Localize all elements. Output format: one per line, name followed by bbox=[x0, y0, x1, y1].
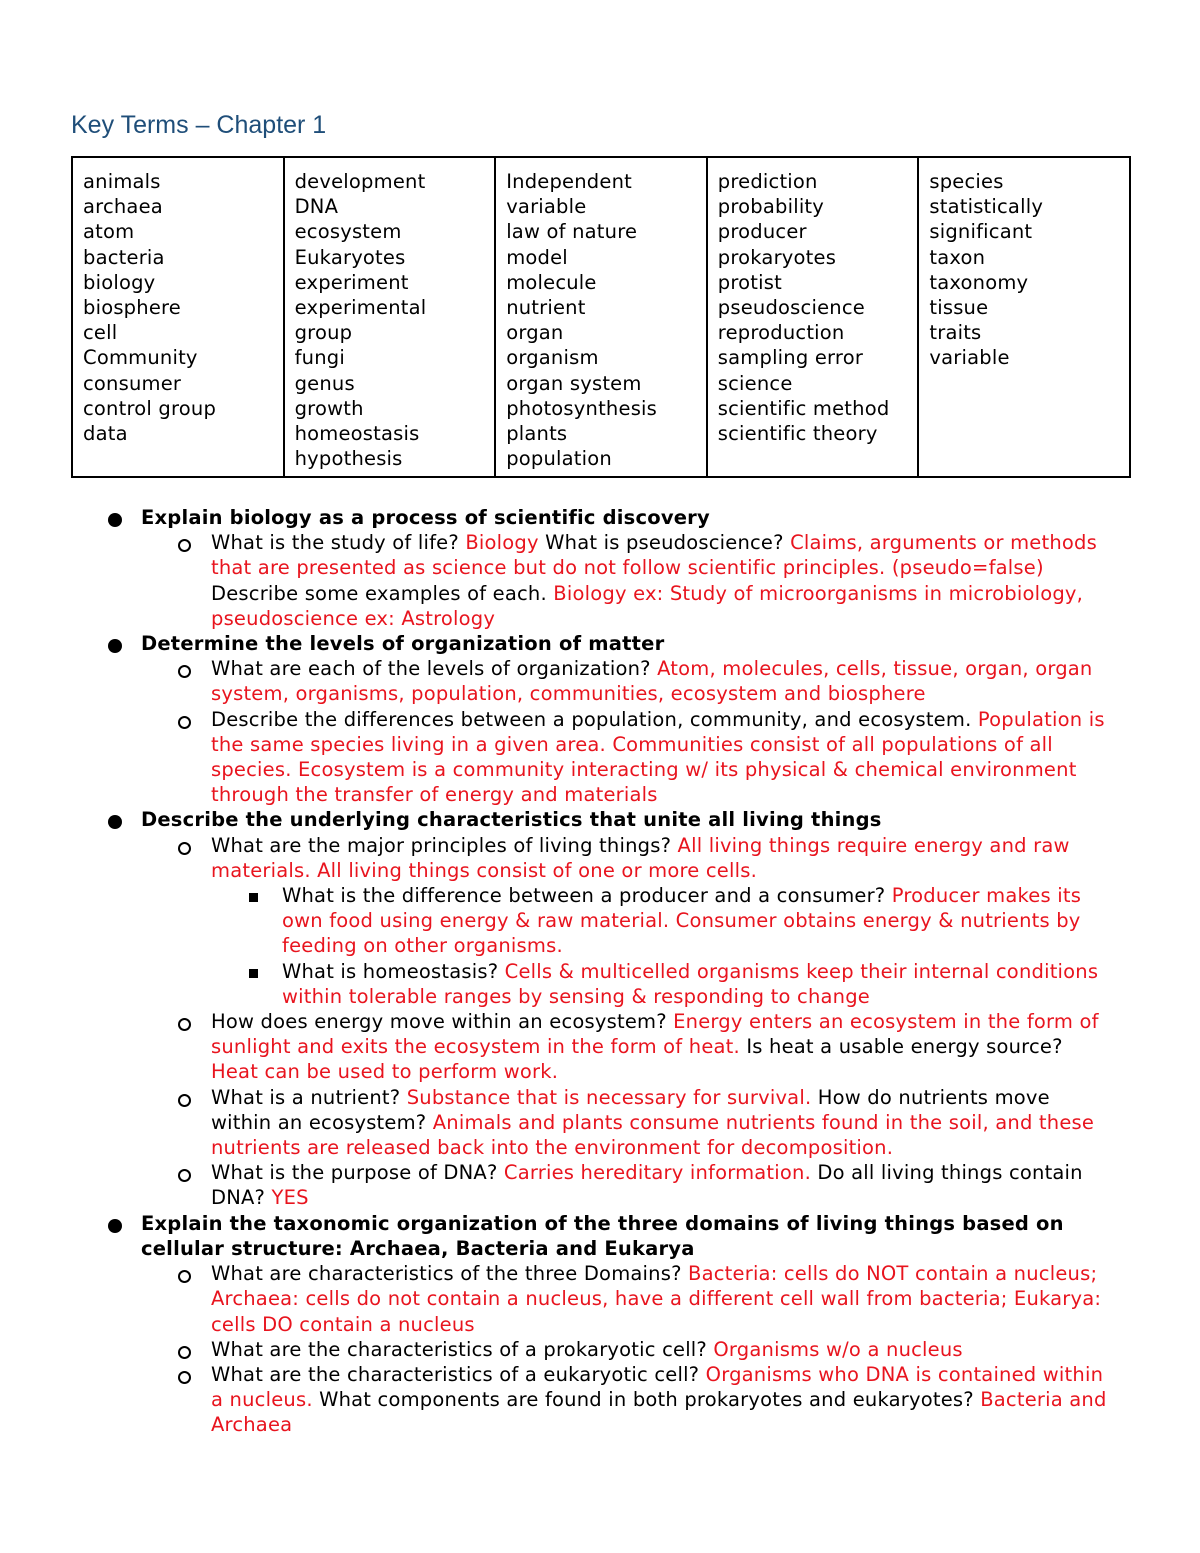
key-term: species bbox=[929, 170, 1004, 193]
key-term: genus bbox=[294, 371, 355, 395]
question-text: What are the characteristics of a prokaryotic cell? bbox=[211, 1337, 714, 1361]
question-text: What are each of the levels of organization? bbox=[211, 657, 658, 681]
question-text: Describe the differences between a population, community, and ecosystem. bbox=[211, 707, 978, 731]
answer-text: Energy enters an ecosystem in the form of sunlight and exits the ecosystem in the form of heat. bbox=[211, 1010, 1099, 1059]
key-term: model bbox=[506, 245, 568, 269]
key-term: archaea bbox=[83, 195, 163, 219]
key-term: growth bbox=[294, 396, 364, 420]
key-term: science bbox=[717, 371, 793, 395]
filled-bullet-icon bbox=[108, 815, 122, 829]
key-term: law of nature bbox=[506, 220, 638, 244]
key-term: probability bbox=[717, 195, 825, 219]
key-term: experiment bbox=[294, 270, 409, 294]
hollow-bullet-icon bbox=[178, 842, 191, 855]
hollow-bullet-icon bbox=[178, 1270, 191, 1283]
key-term: photosynthesis bbox=[506, 396, 658, 420]
question-text: What components are found in both prokaryotes and eukaryotes? bbox=[312, 1388, 981, 1412]
key-term: fungi bbox=[294, 346, 345, 370]
hollow-bullet-icon bbox=[178, 1346, 191, 1359]
key-term: prediction bbox=[717, 170, 818, 193]
key-term: cell bbox=[83, 321, 118, 345]
key-term: tissue bbox=[929, 296, 989, 320]
outline-item-level-1 bbox=[0, 505, 1116, 530]
objective-heading: Explain the taxonomic organization of the three domains of living things based on cellular structure: Archaea, Bacteria and Eukarya bbox=[141, 1211, 1064, 1260]
key-term: organism bbox=[506, 346, 599, 370]
filled-bullet-icon bbox=[108, 639, 122, 653]
question-text: What is a nutrient? bbox=[211, 1085, 407, 1109]
key-term: reproduction bbox=[717, 321, 845, 345]
key-term: variable bbox=[506, 195, 587, 219]
outline-item-level-2 bbox=[0, 1261, 1116, 1337]
key-terms-column bbox=[495, 157, 707, 477]
key-term: plants bbox=[506, 422, 568, 446]
key-term: Independent bbox=[506, 170, 632, 193]
question-text: How does energy move within an ecosystem? bbox=[211, 1010, 674, 1034]
key-term: organ system bbox=[506, 371, 642, 395]
objective-heading: Describe the underlying characteristics that unite all living things bbox=[141, 808, 882, 832]
outline-item-level-2 bbox=[0, 1085, 1116, 1161]
hollow-bullet-icon bbox=[178, 539, 191, 552]
answer-text: Organisms w/o a nucleus bbox=[713, 1337, 963, 1361]
objective-heading: Explain biology as a process of scientific discovery bbox=[141, 506, 710, 529]
key-term: prokaryotes bbox=[717, 245, 837, 269]
key-term: organ bbox=[506, 321, 564, 345]
key-term: biosphere bbox=[83, 296, 182, 320]
outline-item-level-1 bbox=[0, 1211, 1116, 1261]
outline-item-level-1 bbox=[0, 807, 1116, 832]
outline-item-level-2 bbox=[0, 1337, 1116, 1362]
question-text: Is heat a usable energy source? bbox=[739, 1035, 1063, 1059]
page-title: Key Terms – Chapter 1 bbox=[71, 111, 327, 139]
question-text: What is the purpose of DNA? bbox=[211, 1161, 504, 1185]
key-term: experimental bbox=[294, 296, 427, 320]
key-term: development bbox=[294, 170, 426, 193]
answer-text: All living things require energy and raw materials. All living things consist of one or more cells. bbox=[211, 833, 1070, 882]
filled-bullet-icon bbox=[108, 513, 122, 527]
square-bullet-icon bbox=[249, 969, 258, 978]
key-term: scientific method bbox=[717, 396, 890, 420]
answer-text: Claims, arguments or methods that are presented as science but do not follow scientific principles. (pseudo=false) bbox=[211, 531, 1097, 580]
answer-text: Organisms who DNA is contained within a nucleus. bbox=[211, 1362, 1104, 1412]
key-term: biology bbox=[83, 270, 156, 294]
key-term: ecosystem bbox=[294, 220, 402, 244]
answer-text: YES bbox=[271, 1186, 309, 1210]
key-term: pseudoscience bbox=[717, 296, 865, 320]
outline-item-level-3 bbox=[0, 959, 1120, 1009]
key-term: molecule bbox=[506, 270, 597, 294]
key-term: Eukaryotes bbox=[294, 245, 406, 269]
question-text: Describe some examples of each. bbox=[211, 581, 554, 605]
key-term: taxon bbox=[929, 245, 986, 269]
key-terms-table bbox=[71, 156, 1131, 478]
question-text: What is homeostasis? bbox=[282, 959, 505, 983]
key-term: hypothesis bbox=[294, 447, 403, 471]
key-terms-column bbox=[72, 157, 284, 477]
outline-item-level-1 bbox=[0, 631, 1116, 656]
hollow-bullet-icon bbox=[178, 1018, 191, 1031]
square-bullet-icon bbox=[249, 893, 258, 902]
question-text: What are characteristics of the three Domains? bbox=[211, 1262, 689, 1286]
key-terms-column bbox=[284, 157, 496, 477]
question-text: What are the characteristics of a eukaryotic cell? bbox=[211, 1362, 706, 1386]
hollow-bullet-icon bbox=[178, 1094, 191, 1107]
key-term: Community bbox=[83, 346, 198, 370]
key-term: producer bbox=[717, 220, 807, 244]
hollow-bullet-icon bbox=[178, 1169, 191, 1182]
key-terms-column bbox=[918, 157, 1130, 477]
outline-item-level-2 bbox=[0, 656, 1116, 706]
key-terms-column bbox=[707, 157, 919, 477]
key-term: consumer bbox=[83, 371, 182, 395]
key-term: sampling error bbox=[717, 346, 864, 370]
key-term: variable bbox=[929, 346, 1010, 370]
question-text: Do all living things contain DNA? bbox=[211, 1161, 1083, 1210]
answer-text: Cells & multicelled organisms keep their internal conditions within tolerable ranges by sensing & responding to change bbox=[282, 959, 1099, 1008]
outline-item-level-2 bbox=[0, 1009, 1116, 1085]
answer-text: Atom, molecules, cells, tissue, organ, organ system, organisms, population, communities, ecosystem and biosphere bbox=[211, 657, 1093, 706]
question-text: What are the major principles of living things? bbox=[211, 833, 678, 857]
answer-text: Animals and plants consume nutrients found in the soil, and these nutrients are released back into the environment for decomposition. bbox=[211, 1110, 1095, 1160]
study-outline bbox=[0, 505, 1200, 1438]
key-term: group bbox=[294, 321, 353, 345]
key-term: traits bbox=[929, 321, 982, 345]
key-term: statistically bbox=[929, 195, 1044, 219]
key-term: protist bbox=[717, 270, 782, 294]
key-term: DNA bbox=[294, 195, 339, 219]
key-term: significant bbox=[929, 220, 1033, 244]
key-term: scientific theory bbox=[717, 422, 878, 446]
hollow-bullet-icon bbox=[178, 1371, 191, 1384]
question-text: What is pseudoscience? bbox=[538, 531, 791, 555]
outline-item-level-2 bbox=[0, 1362, 1116, 1438]
objective-heading: Determine the levels of organization of matter bbox=[141, 632, 665, 656]
outline-item-level-2 bbox=[0, 1160, 1116, 1210]
outline-item-level-3 bbox=[0, 883, 1120, 959]
key-term: bacteria bbox=[83, 245, 165, 269]
key-term: control group bbox=[83, 396, 217, 420]
hollow-bullet-icon bbox=[178, 716, 191, 729]
question-text: What is the difference between a producer and a consumer? bbox=[282, 884, 892, 908]
answer-text: Bacteria: cells do NOT contain a nucleus; Archaea: cells do not contain a nucleus, have a different cell wall from bacteria; Eukarya: cells DO contain a nucleus bbox=[211, 1262, 1102, 1336]
key-term: nutrient bbox=[506, 296, 586, 320]
answer-text: Heat can be used to perform work. bbox=[211, 1060, 559, 1084]
answer-text: Substance that is necessary for survival. bbox=[406, 1085, 812, 1109]
outline-item-level-2 bbox=[0, 530, 1116, 631]
key-term: animals bbox=[83, 170, 161, 193]
answer-text: Population is the same species living in a given area. Communities consist of all populations of all species. Ecosystem is a community interacting w/ its physical & chemical environment through the transfer of energy and materials bbox=[211, 707, 1105, 807]
answer-text: Bacteria and Archaea bbox=[211, 1388, 1107, 1437]
answer-text: Carries hereditary information. bbox=[503, 1161, 811, 1185]
filled-bullet-icon bbox=[108, 1219, 122, 1233]
outline-item-level-2 bbox=[0, 833, 1116, 883]
key-term: homeostasis bbox=[294, 422, 420, 446]
key-term: data bbox=[83, 422, 128, 446]
key-term: atom bbox=[83, 220, 135, 244]
key-terms-row bbox=[72, 157, 1130, 477]
question-text: How do nutrients move within an ecosystem? bbox=[211, 1085, 1050, 1134]
key-term: population bbox=[506, 447, 612, 471]
question-text: What is the study of life? bbox=[211, 531, 466, 555]
outline-item-level-2 bbox=[0, 707, 1116, 808]
hollow-bullet-icon bbox=[178, 665, 191, 678]
answer-text: Biology ex: Study of microorganisms in microbiology, pseudoscience ex: Astrology bbox=[211, 581, 1084, 630]
key-term: taxonomy bbox=[929, 270, 1029, 294]
answer-text: Biology bbox=[465, 531, 539, 555]
answer-text: Producer makes its own food using energy & raw material. Consumer obtains energy & nutrients by feeding on other organisms. bbox=[282, 884, 1082, 958]
